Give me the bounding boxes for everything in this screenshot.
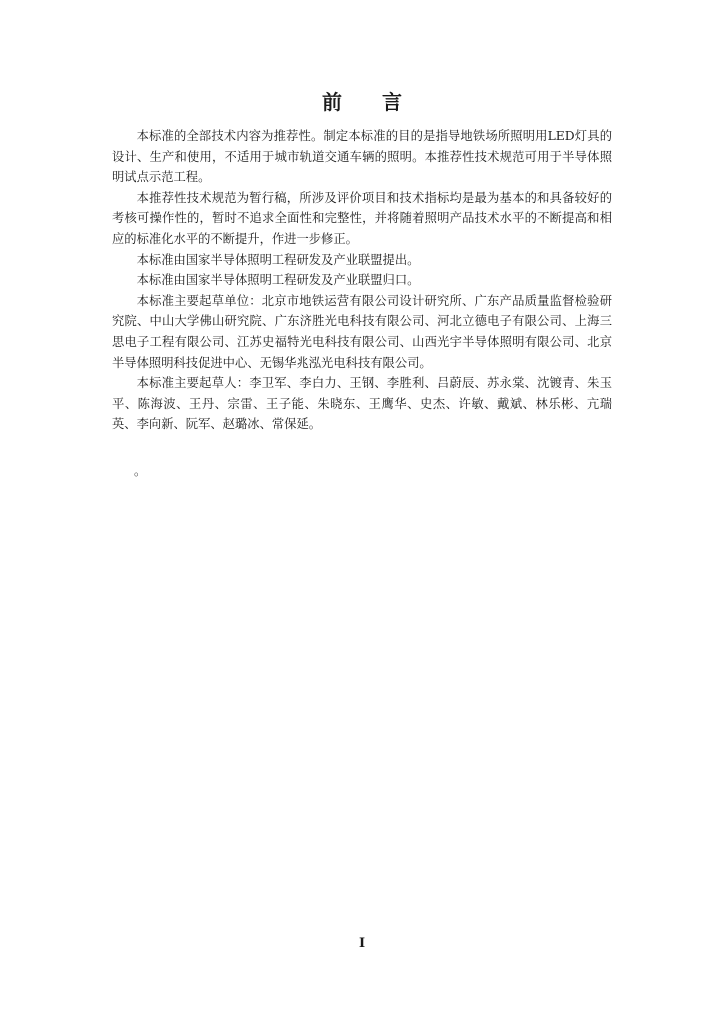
paragraph-draft-status: 本推荐性技术规范为暂行稿，所涉及评价项目和技术指标均是最为基本的和具备较好的考核可操作性的，暂时不追求全面性和完整性，并将随着照明产品技术水平的不断提高和相应的标准化水平的不断提升，作进一步修正。	[112, 190, 612, 246]
page-title: 前 言	[322, 90, 402, 114]
paragraph-scope: 本标准的全部技术内容为推荐性。制定本标准的目的是指导地铁场所照明用LED灯具的设计、生产和使用，不适用于城市轨道交通车辆的照明。本推荐性技术规范可用于半导体照明试点示范工程。	[112, 129, 612, 185]
paragraph-proposer: 本标准由国家半导体照明工程研发及产业联盟提出。	[136, 252, 420, 267]
page-number: I	[358, 936, 366, 951]
paragraph-administrator: 本标准由国家半导体照明工程研发及产业联盟归口。	[136, 273, 420, 288]
foreword-body	[112, 126, 612, 435]
paragraph-drafting-units: 本标准主要起草单位：北京市地铁运营有限公司设计研究所、广东产品质量监督检验研究院、中山大学佛山研究院、广东济胜光电科技有限公司、河北立德电子有限公司、上海三思电子工程有限公司、江苏史福特光电科技有限公司、山西光宇半导体照明有限公司、北京半导体照明科技促进中心、无锡华兆泓光电科技有限公司。	[112, 293, 612, 370]
trailing-mark: 。	[134, 464, 147, 478]
paragraph-drafters: 本标准主要起草人：李卫军、李白力、王钢、李胜利、吕蔚辰、苏永棠、沈镀青、朱玉平、陈海波、王丹、宗雷、王子能、朱晓东、王鹰华、史杰、许敏、戴斌、林乐彬、亢瑞英、李向新、阮军、赵璐冰、常保延。	[112, 376, 612, 432]
